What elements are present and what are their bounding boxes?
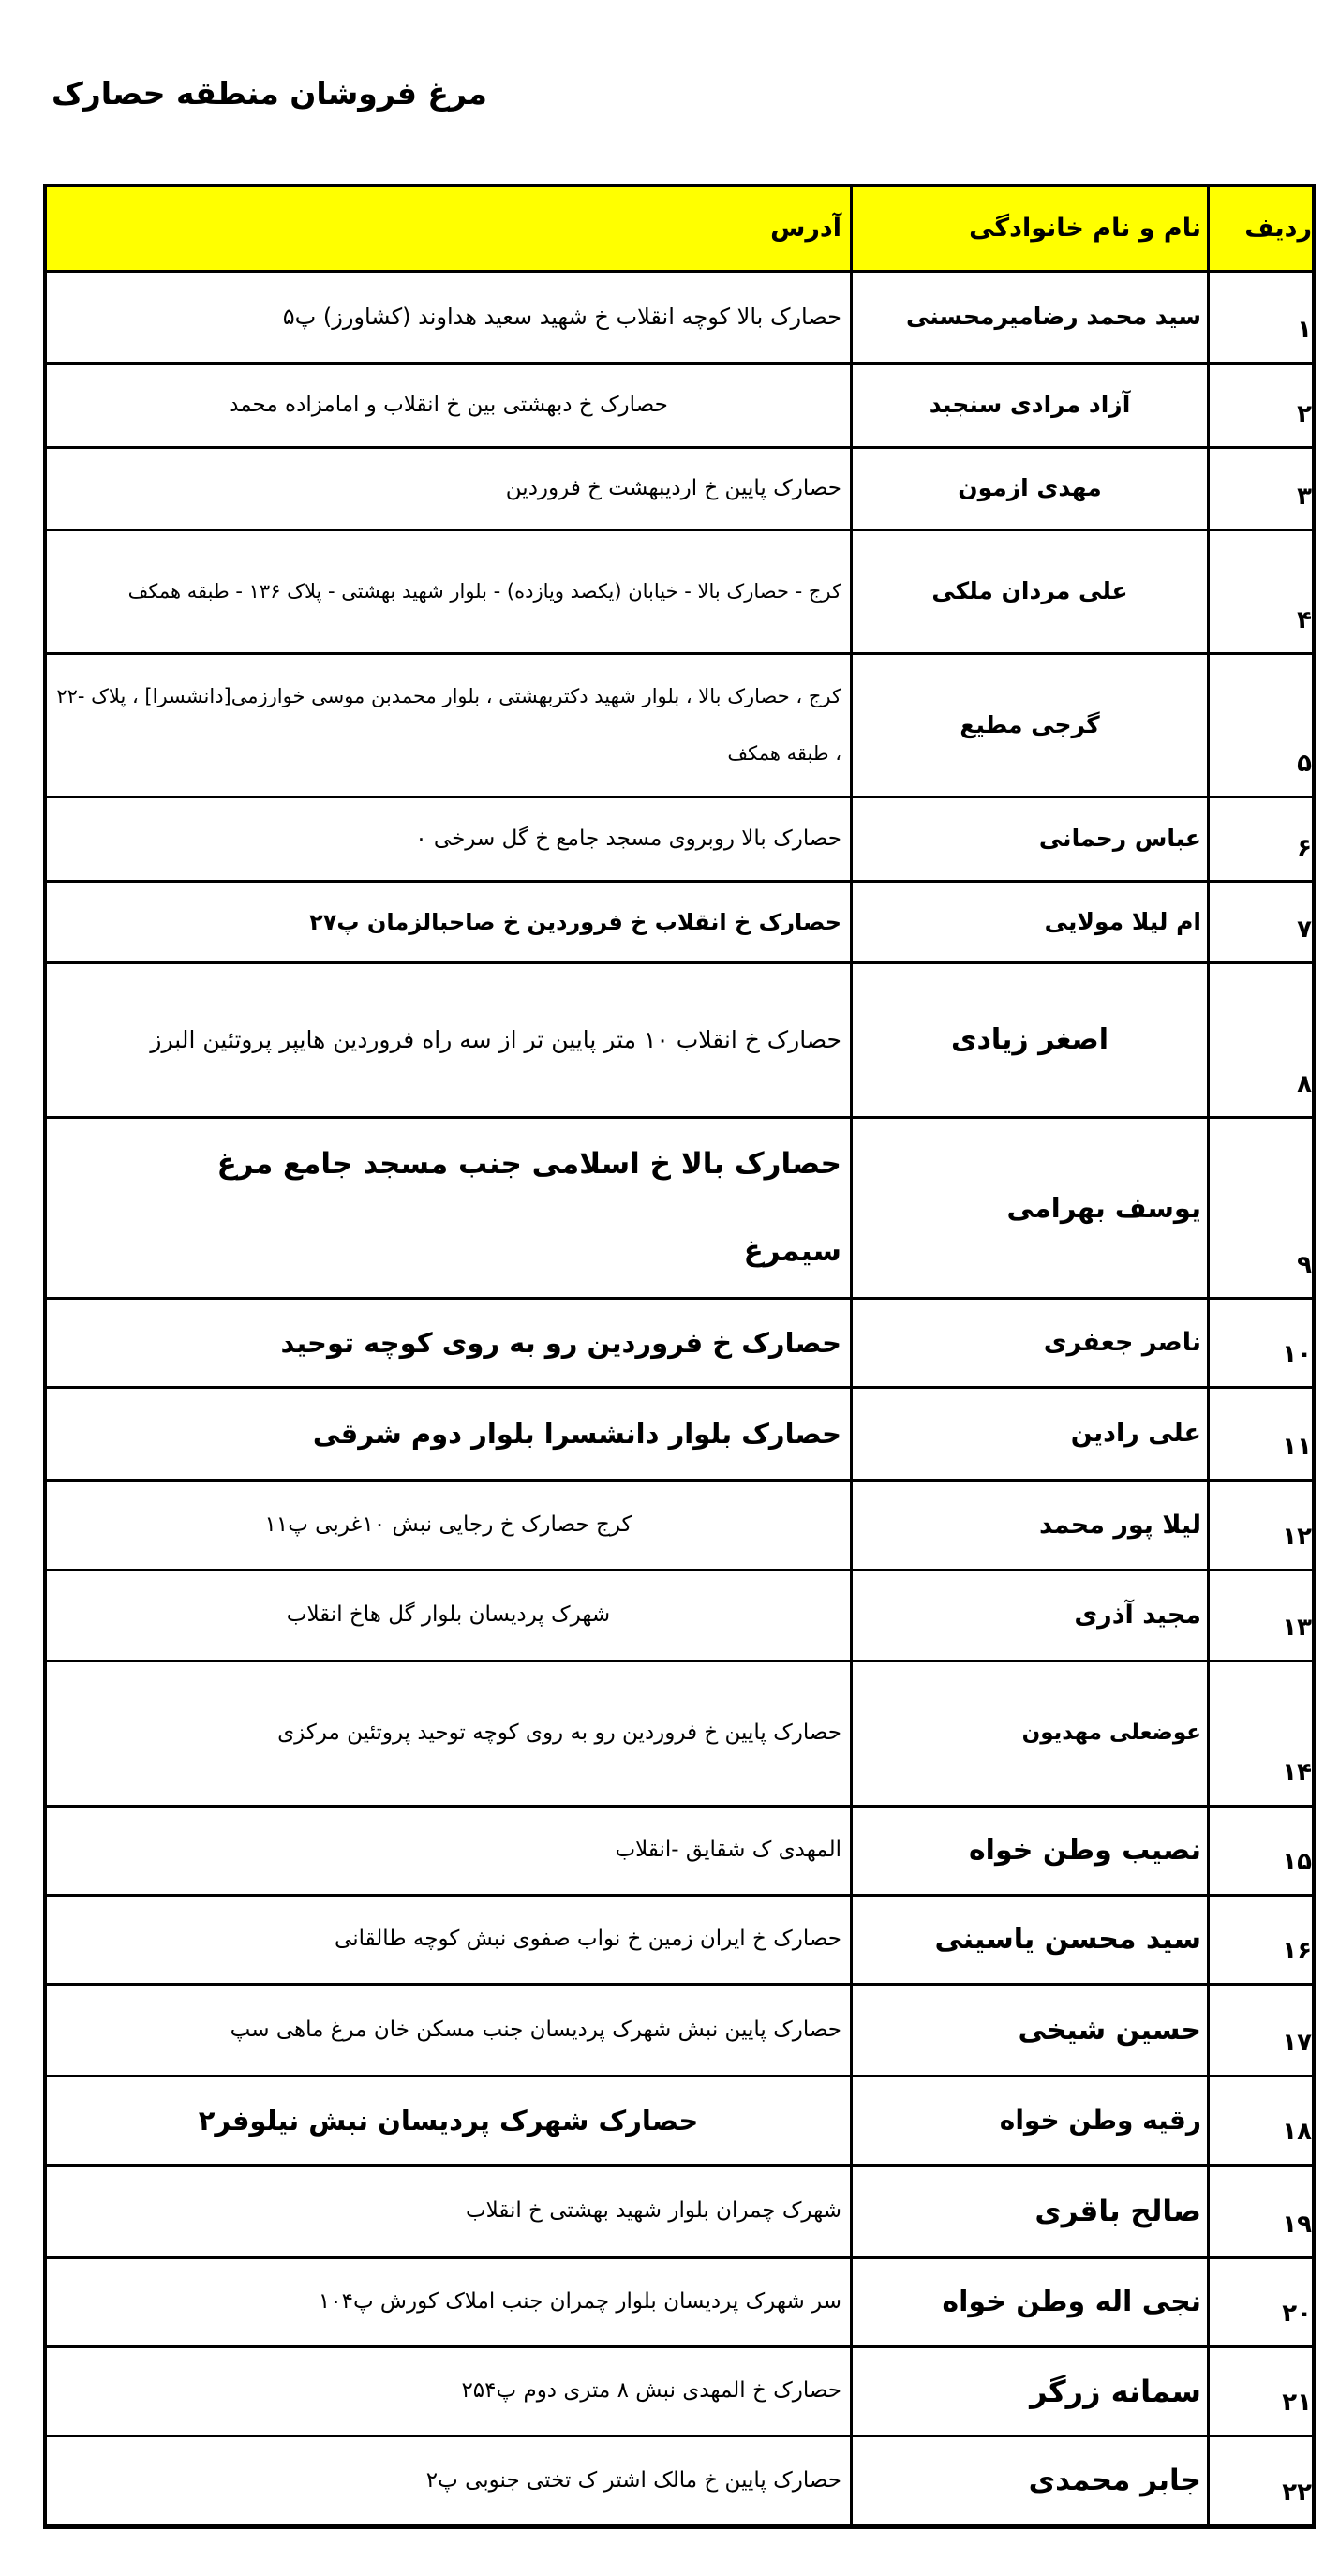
row-number-cell: ۹	[1207, 1119, 1312, 1297]
address-cell: حصارک شهرک پردیسان نبش نیلوفر۲	[198, 2104, 699, 2137]
table-row	[47, 1389, 1312, 1482]
row-number-cell: ۵	[1207, 655, 1312, 796]
header-address: آدرس	[770, 214, 841, 244]
table-row	[47, 1897, 1312, 1986]
name-cell: مهدی ازمون	[850, 449, 1207, 529]
table-row	[47, 1986, 1312, 2077]
table-row	[47, 273, 1312, 365]
address-cell: حصارک پایین نبش شهرک پردیسان جنب مسکن خان مرغ ماهی سپ	[230, 2017, 841, 2042]
name-cell: سید محمد رضامیرمحسنی	[850, 273, 1207, 362]
row-number-cell: ۱۶	[1207, 1897, 1312, 1983]
vendors-table	[43, 184, 1316, 2529]
name-cell: سمانه زرگر	[850, 2348, 1207, 2435]
name-cell: گرجی مطیع	[850, 655, 1207, 796]
page-title: مرغ فروشان منطقه حصارک	[52, 75, 487, 112]
header-name: نام و نام خانوادگی	[850, 187, 1207, 270]
table-row	[47, 1300, 1312, 1389]
address-cell: حصارک پایین خ اردیبهشت خ فروردین	[505, 475, 841, 500]
name-cell: نصیب وطن خواه	[850, 1808, 1207, 1894]
table-row	[47, 1808, 1312, 1897]
table-row	[47, 1571, 1312, 1662]
row-number-cell: ۱۸	[1207, 2077, 1312, 2164]
table-row	[47, 883, 1312, 964]
row-number-cell: ۱۵	[1207, 1808, 1312, 1894]
address-cell: شهرک چمران بلوار شهید بهشتی خ انقلاب	[465, 2198, 841, 2224]
row-number-cell: ۱۳	[1207, 1571, 1312, 1660]
name-cell: رقیه وطن خواه	[850, 2077, 1207, 2164]
address-cell: المهدی ک شقایق -انقلاب	[615, 1838, 841, 1863]
table-row	[47, 1482, 1312, 1571]
address-cell: حصارک خ دبهشتی بین خ انقلاب و امامزاده محمد	[229, 392, 668, 417]
name-cell: اصغر زیادی	[850, 964, 1207, 1116]
row-number-cell: ۲	[1207, 365, 1312, 446]
row-number-cell: ۴	[1207, 531, 1312, 652]
name-cell: ناصر جعفری	[850, 1300, 1207, 1386]
address-cell: سر شهرک پردیسان بلوار چمران جنب املاک کورش پ۱۰۴	[318, 2289, 841, 2315]
name-cell: عوضعلی مهدیون	[850, 1662, 1207, 1805]
row-number-cell: ۷	[1207, 883, 1312, 961]
header-row-number: ردیف	[1207, 187, 1312, 270]
table-row	[47, 2348, 1312, 2437]
address-cell: حصارک بالا روبروی مسجد جامع خ گل سرخی ۰	[415, 826, 841, 851]
table-header-row	[47, 187, 1312, 273]
table-row	[47, 2167, 1312, 2259]
name-cell: علی رادین	[850, 1389, 1207, 1479]
table-row	[47, 531, 1312, 655]
address-cell: حصارک خ انقلاب خ فروردین خ صاحبالزمان پ۲۷	[309, 908, 841, 935]
table-row	[47, 655, 1312, 798]
name-cell: لیلا پور محمد	[850, 1482, 1207, 1569]
table-row	[47, 798, 1312, 883]
name-cell: مجید آذری	[850, 1571, 1207, 1660]
row-number-cell: ۲۲	[1207, 2437, 1312, 2524]
name-cell: علی مردان ملکی	[850, 531, 1207, 652]
address-cell: حصارک پایین خ مالک اشتر ک تختی جنوبی پ۲	[425, 2467, 841, 2493]
name-cell: سید محسن یاسینی	[850, 1897, 1207, 1983]
table-row	[47, 1119, 1312, 1300]
address-cell: حصارک بالا کوچه انقلاب خ شهید سعید هداوند (کشاورز) پ۵	[282, 304, 841, 331]
name-cell: صالح باقری	[850, 2167, 1207, 2256]
name-cell: عباس رحمانی	[850, 798, 1207, 880]
table-row	[47, 964, 1312, 1119]
address-cell: حصارک بلوار دانشسرا بلوار دوم شرقی	[312, 1417, 841, 1450]
row-number-cell: ۸	[1207, 964, 1312, 1116]
table-row	[47, 365, 1312, 449]
row-number-cell: ۱۹	[1207, 2167, 1312, 2256]
row-number-cell: ۳	[1207, 449, 1312, 529]
row-number-cell: ۱۴	[1207, 1662, 1312, 1805]
row-number-cell: ۲۰	[1207, 2259, 1312, 2345]
table-row	[47, 1662, 1312, 1808]
name-cell: یوسف بهرامی	[850, 1119, 1207, 1297]
row-number-cell: ۱۲	[1207, 1482, 1312, 1569]
name-cell: نجی اله وطن خواه	[850, 2259, 1207, 2345]
name-cell: آزاد مرادی سنجبد	[850, 365, 1207, 446]
address-cell: کرج حصارک خ رجایی نبش ۱۰غربی پ۱۱	[264, 1511, 632, 1537]
row-number-cell: ۱	[1207, 273, 1312, 362]
table-row	[47, 2259, 1312, 2348]
address-cell: حصارک پایین خ فروردین رو به روی کوچه توحید پروتئین مرکزی	[277, 1720, 841, 1746]
table-row	[47, 449, 1312, 531]
address-cell: حصارک بالا خ اسلامی جنب مسجد جامع مرغ سیمرغ	[216, 1147, 841, 1268]
row-number-cell: ۱۰	[1207, 1300, 1312, 1386]
row-number-cell: ۲۱	[1207, 2348, 1312, 2435]
table-row	[47, 2437, 1312, 2524]
address-cell: حصارک خ المهدی نبش ۸ متری دوم پ۲۵۴	[461, 2378, 841, 2404]
row-number-cell: ۱۱	[1207, 1389, 1312, 1479]
row-number-cell: ۶	[1207, 798, 1312, 880]
address-cell: حصارک خ فروردین رو به روی کوچه توحید	[280, 1326, 841, 1359]
table-row	[47, 2077, 1312, 2167]
name-cell: ام لیلا مولایی	[850, 883, 1207, 961]
address-cell: حصارک خ انقلاب ۱۰ متر پایین تر از سه راه فروردین هایپر پروتئین البرز	[150, 1026, 841, 1054]
name-cell: جابر محمدی	[850, 2437, 1207, 2524]
address-cell: شهرک پردیسان بلوار گل هاخ انقلاب	[286, 1602, 611, 1628]
row-number-cell: ۱۷	[1207, 1986, 1312, 2075]
name-cell: حسین شیخی	[850, 1986, 1207, 2075]
address-cell: کرج - حصارک بالا - خیابان (یکصد ویازده) - بلوار شهید بهشتی - پلاک ۱۳۶ - طبقه همکف	[127, 580, 841, 603]
address-cell: حصارک خ ایران زمین خ نواب صفوی نبش کوچه طالقانی	[335, 1927, 841, 1952]
address-cell: کرج ، حصارک بالا ، بلوار شهید دکتربهشتی ، بلوار محمدبن موسی خوارزمی[دانشسرا] ، پلاک -۲۲ ، طبقه همکف	[56, 685, 841, 765]
